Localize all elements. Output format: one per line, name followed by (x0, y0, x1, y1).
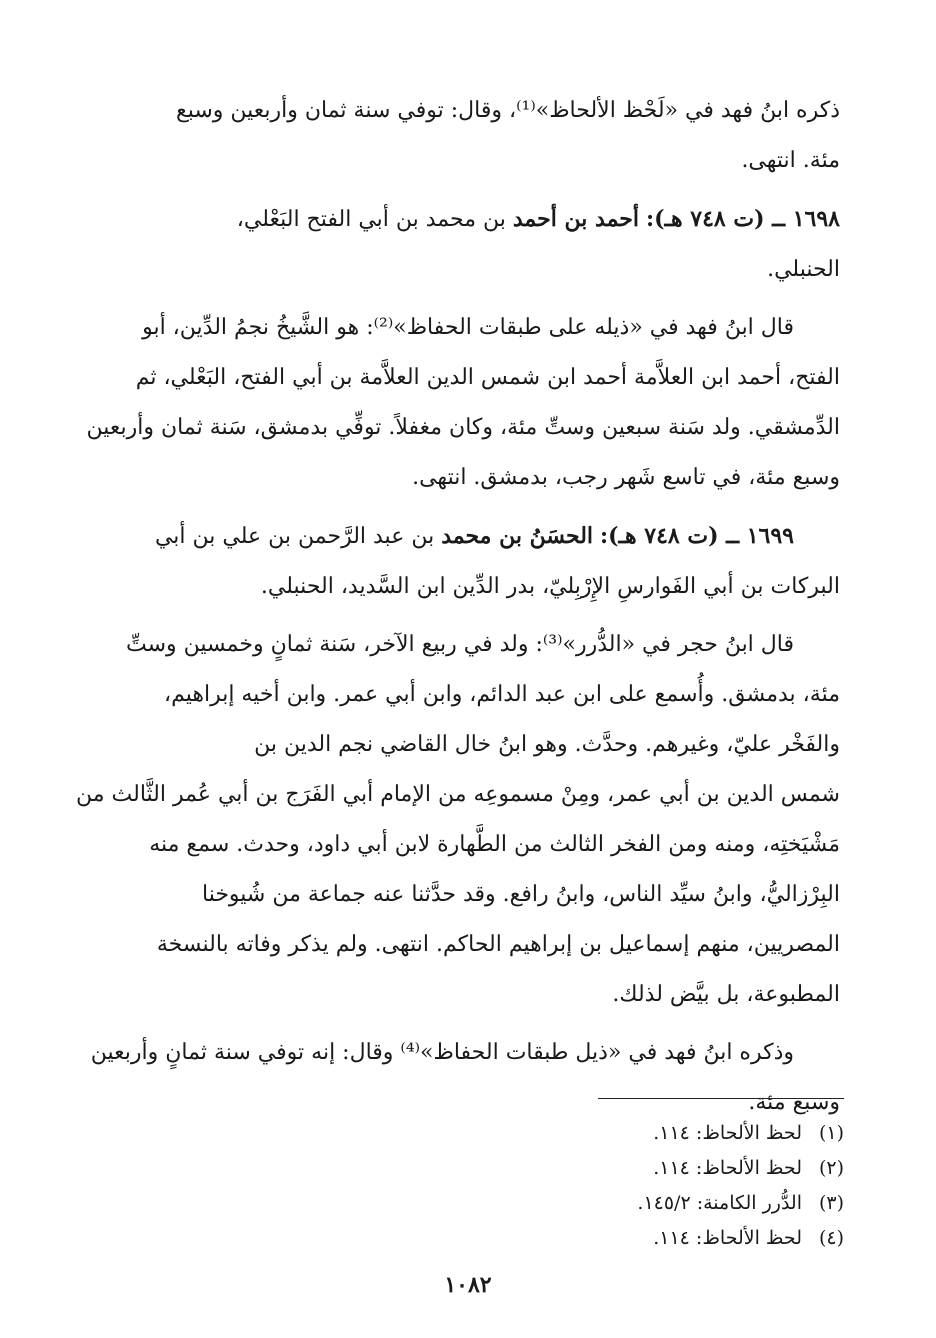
paragraph-ibn-fahd-dhayl-2 (90, 1028, 840, 1128)
entry-heading-line (96, 194, 840, 245)
text-line: المطبوعة، بل بيَّض لذلك. (612, 982, 840, 1007)
footnote-number: (٤) (818, 1227, 844, 1249)
text-line: الفتح، أحمد ابن العلاَّمة أحمد ابن شمس الدين العلاَّمة بن أبي الفتح، البَعْلي، ثم (135, 365, 840, 390)
footnote-text: لحظ الألحاظ: ١١٤. (653, 1157, 802, 1179)
footnote-item (637, 1221, 844, 1256)
paragraph-ibn-fahd-dhayl (86, 303, 840, 503)
text-line: وسبع مئة. (748, 1090, 840, 1115)
footnotes (637, 1116, 844, 1256)
text-line: البِرْزاليُّ، وابنُ سيِّد الناس، وابنُ رافع. وقد حدَّثنا عنه جماعة من شُيوخنا (201, 882, 840, 907)
text-line: قال ابنُ حجر في «الدُّرر»⁽³⁾: ولد في ربيع الآخر، سَنة ثمانٍ وخمسين وستِّ (126, 632, 794, 657)
text-line: قال ابنُ فهد في «ذيله على طبقات الحفاظ»⁽²⁾: هو الشَّيخُ نجمُ الدِّين، أبو (142, 315, 794, 340)
text-line: والفَخْر عليّ، وغيرهم. وحدَّث. وهو ابنُ خال القاضي نجم الدين بن (254, 732, 840, 757)
text-line: البركات بن أبي الفَوارسِ الإِرْبِليّ، بدر الدِّين ابن السَّديد، الحنبلي. (260, 574, 840, 599)
footnote-item (637, 1116, 844, 1151)
footnote-number: (٣) (818, 1192, 844, 1214)
paragraph-ibn-fahd-lahz (96, 86, 840, 186)
footnote-text: لحظ الألحاظ: ١١٤. (653, 1227, 802, 1249)
footnote-item (637, 1186, 844, 1221)
entry-lineage: بن محمد بن أبي الفتح البَعْلي، (236, 207, 513, 232)
text-line: مَشْيَختِه، ومنه ومن الفخر الثالث من الطَّهارة لابن أبي داود، وحدث. سمع منه (149, 832, 840, 857)
entry-number: ١٦٩٨ ــ (ت ٧٤٨ هـ): (646, 206, 840, 232)
footnote-text: لحظ الألحاظ: ١١٤. (653, 1122, 802, 1144)
text-line: وسبع مئة، في تاسع شَهر رجب، بدمشق. انتهى. (412, 465, 840, 490)
text-line: مئة. انتهى. (741, 148, 840, 173)
text-line: المصريين، منهم إسماعيل بن إبراهيم الحاكم. انتهى. ولم يذكر وفاته بالنسخة (156, 932, 840, 957)
text-line: ذكره ابنُ فهد في «لَحْظ الألحاظ»⁽¹⁾، وقال: توفي سنة ثمان وأربعين وسبع (175, 98, 840, 123)
biography-entry-1699 (96, 511, 840, 612)
text-line: الدِّمشقي. ولد سَنة سبعين وستِّ مئة، وكان مغفلاً. توفِّي بدمشق، سَنة ثمان وأربعين (86, 415, 840, 440)
footnote-text: الدُّرر الكامنة: ١٤٥/٢. (637, 1192, 802, 1214)
text-line: شمس الدين بن أبي عمر، ومِنْ مسموعِه من الإمام أبي الفَرَج بن أبي عُمر الثَّالث من (75, 782, 840, 807)
footnote-item (637, 1151, 844, 1186)
footnote-separator (598, 1098, 844, 1099)
entry-lineage: بن عبد الرَّحمن بن علي بن أبي (154, 524, 442, 549)
biography-entry-1698 (96, 194, 840, 295)
footnote-number: (٢) (818, 1157, 844, 1179)
text-line: الحنبلي. (767, 257, 840, 282)
page-number: ١٠٨٢ (444, 1272, 492, 1298)
entry-name: أحمد بن أحمد (512, 206, 640, 232)
entry-heading-line (96, 511, 840, 562)
main-text (75, 86, 840, 1136)
footnote-number: (١) (818, 1122, 844, 1144)
text-line: وذكره ابنُ فهد في «ذيل طبقات الحفاظ»⁽⁴⁾ وقال: إنه توفي سنة ثمانٍ وأربعين (90, 1040, 794, 1065)
text-line: مئة، بدمشق. وأُسمع على ابن عبد الدائم، وابن أبي عمر. وابن أخيه إبراهيم، (163, 682, 840, 707)
entry-number: ١٦٩٩ ــ (ت ٧٤٨ هـ): (600, 523, 794, 549)
paragraph-ibn-hajar-durar (75, 620, 840, 1020)
entry-name: الحسَنُ بن محمد (441, 523, 594, 549)
